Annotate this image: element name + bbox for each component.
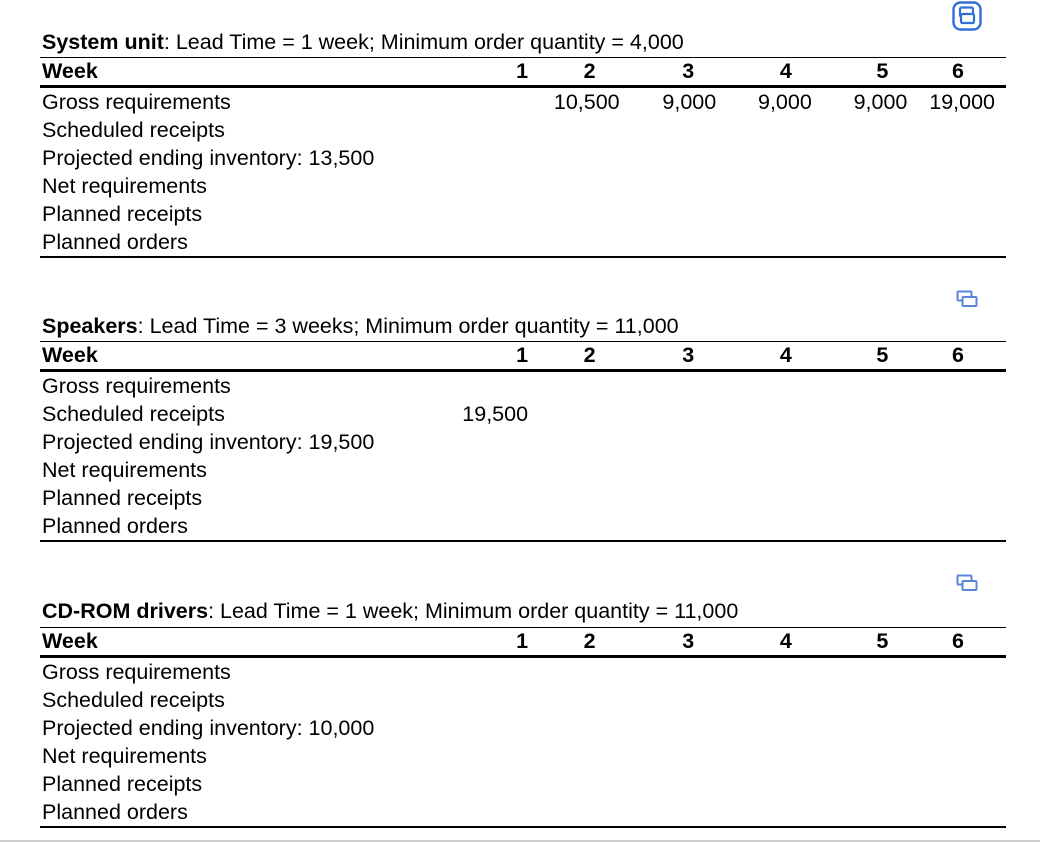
week-2: 2 — [583, 629, 596, 653]
copy-table-icon — [952, 1, 982, 31]
copy-table-button[interactable] — [950, 0, 984, 32]
cell — [719, 400, 815, 428]
net-requirements-row — [40, 172, 1006, 200]
row-label: Gross requirements — [42, 90, 231, 114]
week-1: 1 — [516, 59, 529, 83]
speakers-title — [42, 313, 679, 339]
cell: 9,000 — [757, 90, 812, 114]
projected-ending-inventory-row — [40, 428, 1006, 456]
row-label: Gross requirements — [42, 374, 231, 398]
row-label: Projected ending inventory: 10,000 — [42, 716, 375, 740]
planned-receipts-row — [40, 484, 1006, 512]
row-label: Net requirements — [42, 744, 207, 768]
cell: 10,500 — [553, 90, 620, 114]
scheduled-receipts-row — [40, 400, 1006, 428]
item-details: : Lead Time = 3 weeks; Minimum order quantity = 11,000 — [137, 314, 679, 338]
cell — [910, 116, 1006, 144]
scheduled-receipts-row — [40, 116, 1006, 144]
week-3: 3 — [682, 629, 695, 653]
cell — [624, 116, 720, 144]
week-2: 2 — [583, 59, 596, 83]
projected-ending-inventory-row — [40, 144, 1006, 172]
row-label: Scheduled receipts — [42, 688, 225, 712]
week-3: 3 — [682, 59, 695, 83]
row-label: Net requirements — [42, 458, 207, 482]
system-unit-title — [42, 29, 684, 55]
scheduled-receipts-row — [40, 686, 1006, 714]
planned-receipts-row — [40, 200, 1006, 228]
week-6: 6 — [952, 59, 964, 83]
cell — [451, 116, 528, 144]
week-6: 6 — [952, 343, 964, 367]
copy-table-icon — [956, 574, 978, 592]
cell — [528, 400, 624, 428]
cdrom-drivers-mrp-table — [40, 627, 1006, 828]
week-5: 5 — [876, 59, 889, 83]
row-label: Scheduled receipts — [42, 402, 225, 426]
system-unit-mrp-table — [40, 57, 1006, 258]
row-label: Projected ending inventory: 19,500 — [42, 430, 375, 454]
cdrom-drivers-title — [42, 598, 738, 624]
cell — [624, 400, 720, 428]
week-4: 4 — [779, 59, 792, 83]
row-label: Planned orders — [42, 514, 188, 538]
planned-orders-row — [40, 512, 1006, 541]
row-label: Projected ending inventory: 13,500 — [42, 146, 375, 170]
item-name: Speakers — [42, 314, 138, 338]
copy-table-button[interactable] — [954, 288, 980, 310]
net-requirements-row — [40, 456, 1006, 484]
cell — [910, 400, 1006, 428]
projected-ending-inventory-row — [40, 714, 1006, 742]
planned-orders-row — [40, 228, 1006, 257]
row-label: Gross requirements — [42, 660, 231, 684]
copy-table-icon — [956, 290, 978, 308]
item-name: CD-ROM drivers — [42, 599, 209, 623]
cell — [451, 87, 528, 117]
week-header: Week — [42, 343, 98, 367]
row-label: Net requirements — [42, 174, 207, 198]
week-header-row — [40, 58, 1006, 87]
planned-orders-row — [40, 798, 1006, 827]
gross-requirements-row — [40, 657, 1006, 687]
gross-requirements-row — [40, 87, 1006, 117]
week-header-row — [40, 342, 1006, 371]
item-details: : Lead Time = 1 week; Minimum order quantity = 4,000 — [163, 30, 684, 54]
cell — [719, 116, 815, 144]
week-header-row — [40, 628, 1006, 657]
row-label: Planned receipts — [42, 486, 203, 510]
week-5: 5 — [876, 629, 889, 653]
cell: 9,000 — [853, 90, 908, 114]
item-details: : Lead Time = 1 week; Minimum order quantity = 11,000 — [208, 599, 739, 623]
week-5: 5 — [876, 343, 889, 367]
cell: 19,500 — [462, 402, 529, 426]
cell — [815, 116, 911, 144]
week-6: 6 — [952, 629, 964, 653]
cell — [815, 400, 911, 428]
cell: 9,000 — [662, 90, 717, 114]
row-label: Planned receipts — [42, 202, 203, 226]
planned-receipts-row — [40, 770, 1006, 798]
week-1: 1 — [516, 629, 529, 653]
week-header: Week — [42, 629, 98, 653]
row-label: Planned orders — [42, 230, 188, 254]
gross-requirements-row — [40, 371, 1006, 401]
week-1: 1 — [516, 343, 529, 367]
copy-table-button[interactable] — [954, 572, 980, 594]
item-name: System unit — [42, 30, 164, 54]
week-2: 2 — [583, 343, 596, 367]
row-label: Planned orders — [42, 800, 188, 824]
cell: 19,000 — [929, 90, 995, 114]
week-4: 4 — [779, 629, 792, 653]
net-requirements-row — [40, 742, 1006, 770]
row-label: Planned receipts — [42, 772, 203, 796]
row-label: Scheduled receipts — [42, 118, 225, 142]
week-4: 4 — [779, 343, 792, 367]
week-header: Week — [42, 59, 98, 83]
cell — [528, 116, 624, 144]
speakers-mrp-table — [40, 341, 1006, 542]
week-3: 3 — [682, 343, 695, 367]
